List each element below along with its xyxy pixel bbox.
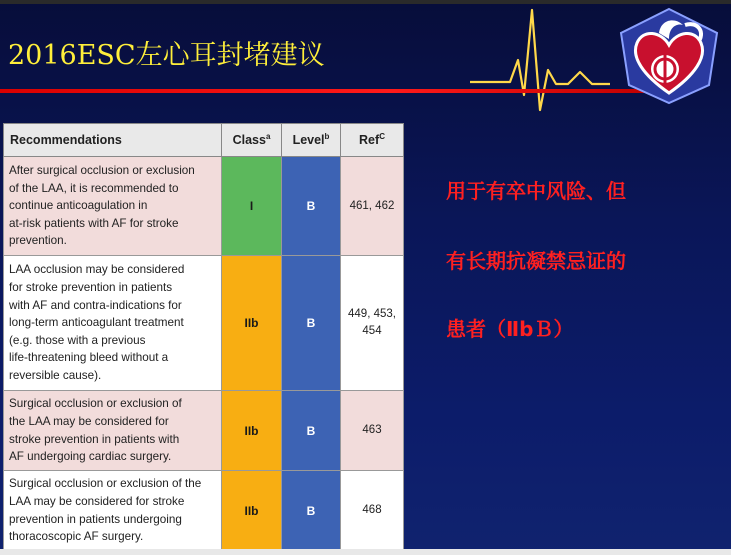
level-cell: B xyxy=(282,471,341,551)
ref-cell: 461, 462 xyxy=(341,157,404,256)
bottom-bar xyxy=(0,549,731,555)
class-cell: IIb xyxy=(222,391,282,471)
recommendations-table xyxy=(3,123,404,550)
header-ref: Ref$^C$ xyxy=(341,124,404,157)
level-cell: B xyxy=(282,256,341,391)
title-underline xyxy=(0,89,650,93)
level-cell: B xyxy=(282,391,341,471)
recommendation-text: Surgical occlusion or exclusion of the LAA may be considered for stroke prevention in patients undergoing thoracoscopic AF surgery. xyxy=(4,471,222,551)
side-note-line-1: 用于有卒中风险、但 xyxy=(446,179,626,203)
table-row xyxy=(4,471,404,551)
ref-cell: 468 xyxy=(341,471,404,551)
recommendation-text: LAA occlusion may be considered for stroke prevention in patients with AF and contra-indications for long-term anticoagulant treatment (e.g. those with a previous life-threatening bleed without a reversible cause). xyxy=(4,256,222,391)
recommendations-grid xyxy=(3,123,404,551)
class-cell: I xyxy=(222,157,282,256)
side-note-line-2: 有长期抗凝禁忌证的 xyxy=(446,249,626,273)
ref-cell: 449, 453, 454 xyxy=(341,256,404,391)
class-cell: IIb xyxy=(222,256,282,391)
side-note-line-3: 患者（ⅡbＢ） xyxy=(446,317,574,341)
slide-title: 2016ESC左心耳封堵建议 xyxy=(8,40,325,71)
header-class: Class$^a$ xyxy=(222,124,282,157)
table-row xyxy=(4,391,404,471)
recommendation-text: After surgical occlusion or exclusion of the LAA, it is recommended to continue anticoagulation in at-risk patients with AF for stroke prevention. xyxy=(4,157,222,256)
header-recommendations: Recommendations xyxy=(4,124,222,157)
class-cell: IIb xyxy=(222,471,282,551)
level-cell: B xyxy=(282,157,341,256)
table-row xyxy=(4,157,404,256)
table-header-row xyxy=(4,124,404,157)
ref-cell: 463 xyxy=(341,391,404,471)
table-row xyxy=(4,256,404,391)
society-heart-logo-icon xyxy=(613,5,725,105)
header-level: Level$^b$ xyxy=(282,124,341,157)
recommendation-text: Surgical occlusion or exclusion of the LAA may be considered for stroke prevention in patients with AF undergoing cardiac surgery. xyxy=(4,391,222,471)
